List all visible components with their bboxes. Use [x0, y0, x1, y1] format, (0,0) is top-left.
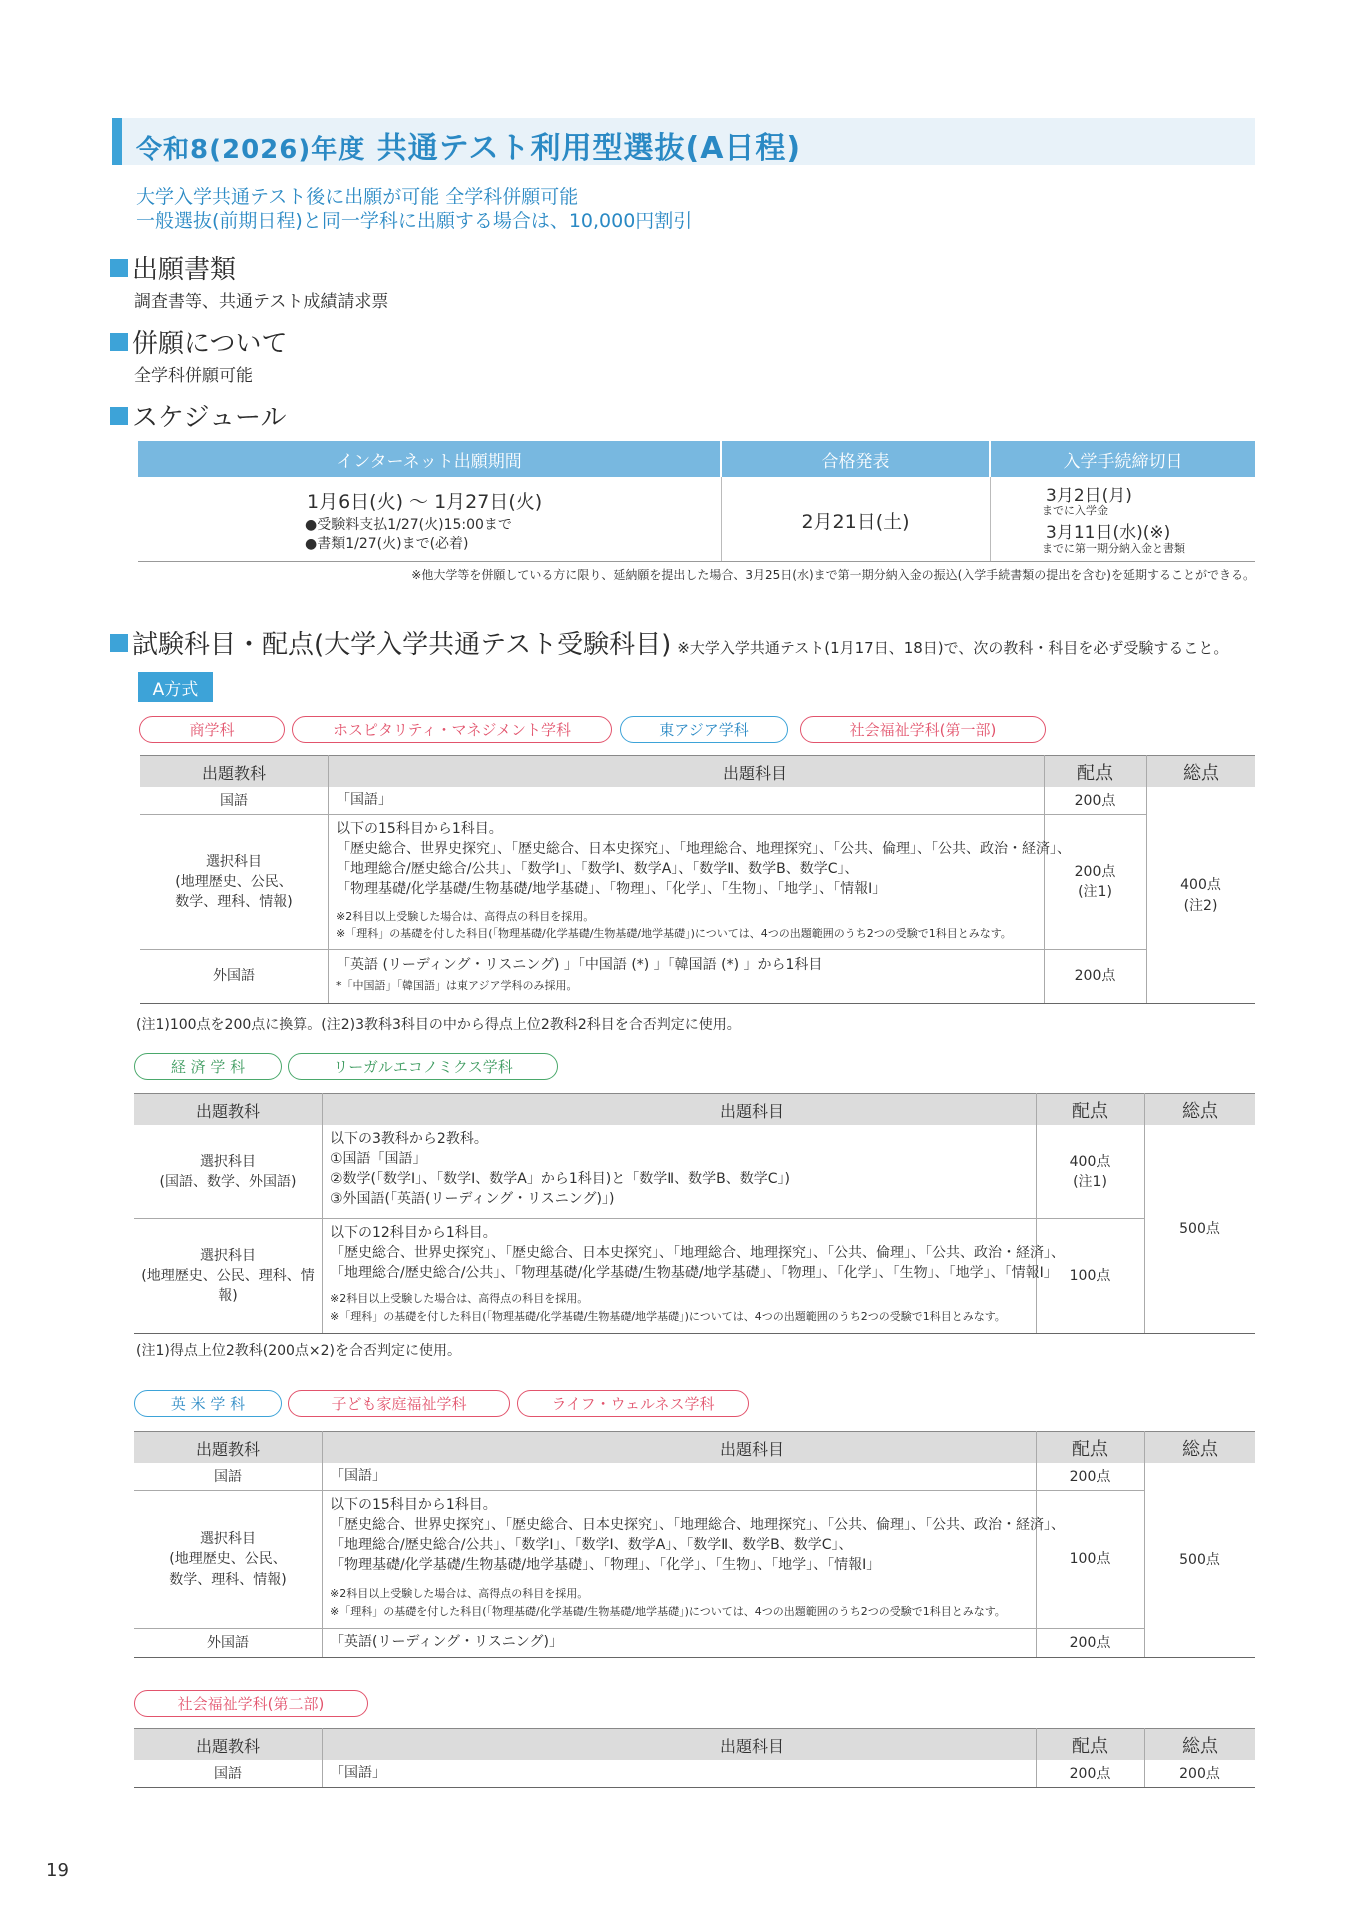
kamoku-note: ※「理科」の基礎を付した科目(「物理基礎/化学基礎/生物基礎/地学基礎」)については、4つの出題範囲のうち2つの受験で1科目とみなす。: [330, 1310, 1006, 1323]
kyoka-cell: 国語: [214, 1468, 242, 1485]
header-soten: 総点: [1182, 1736, 1218, 1757]
kyoka-cell: 選択科目 (国語、数学、外国語): [159, 1153, 297, 1190]
header-soten: 総点: [1183, 763, 1219, 784]
kamoku-line: ①国語「国語」: [330, 1151, 427, 1167]
soten-cell: 400点 (注2): [1180, 877, 1221, 914]
dept-tag: 社会福祉学科(第一部): [800, 716, 1046, 743]
deadline-1-note: までに入学金: [1042, 504, 1108, 517]
title-stripe: [112, 118, 122, 165]
dept-tag: 経 済 学 科: [134, 1053, 282, 1080]
kamoku-line: 以下の15科目から1科目。: [336, 821, 503, 837]
header-kamoku: 出題科目: [719, 1736, 784, 1756]
page-title: 令和8(2026)年度 共通テスト利用型選抜(A日程): [136, 131, 802, 166]
kamoku-line: ②数学(「数学Ⅰ」、「数学Ⅰ、数学A」から1科目)と「数学Ⅱ、数学B、数学C」): [330, 1171, 790, 1187]
divider: [990, 477, 991, 561]
kamoku-cell: 「英語(リーディング・リスニング)」: [330, 1634, 563, 1650]
period-main: 1月6日(火) 〜 1月27日(火): [307, 491, 543, 513]
section-subjects: 試験科目・配点(大学入学共通テスト受験科目) ※大学入学共通テスト(1月17日、18日)で、次の教科・科目を必ず受験すること。: [110, 624, 1228, 661]
dept-tag: 子ども家庭福祉学科: [288, 1390, 510, 1417]
table-header: [134, 1093, 1255, 1125]
table-footnote: (注1)得点上位2教科(200点×2)を合否判定に使用。: [136, 1343, 462, 1359]
schedule-header-result: 合格発表: [722, 441, 989, 477]
section-concurrent: 併願について: [110, 323, 287, 360]
deadline-2: 3月11日(水)(※): [1046, 523, 1171, 543]
header-haiten: 配点: [1072, 1101, 1108, 1122]
kamoku-line: 「歴史総合、世界史探究」、「歴史総合、日本史探究」、「地理総合、地理探究」、「公共、倫理」、「公共、政治・経済」、: [336, 841, 1071, 857]
kamoku-line: 「地理総合/歴史総合/公共」、「数学Ⅰ」、「数学Ⅰ、数学A」、「数学Ⅱ、数学B、数学C」、: [330, 1537, 853, 1553]
header-kyoka: 出題教科: [195, 1101, 260, 1121]
header-haiten: 配点: [1077, 763, 1113, 784]
haiten-cell: 100点: [1069, 1551, 1111, 1568]
lead-line-2: 一般選抜(前期日程)と同一学科に出願する場合は、10,000円割引: [136, 210, 693, 232]
kamoku-line: 「地理総合/歴史総合/公共」、「数学Ⅰ」、「数学Ⅰ、数学A」、「数学Ⅱ、数学B、数学C」、: [336, 861, 859, 877]
header-kyoka: 出題教科: [195, 1736, 260, 1756]
header-soten: 総点: [1182, 1439, 1218, 1460]
kamoku-note: ※2科目以上受験した場合は、高得点の科目を採用。: [330, 1292, 589, 1305]
table-header: [134, 1728, 1255, 1760]
lead-line-1: 大学入学共通テスト後に出願が可能 全学科併願可能: [136, 186, 579, 208]
dept-tag: 東アジア学科: [620, 716, 788, 743]
section-docs: 出願書類: [110, 249, 236, 286]
kyoka-cell: 選択科目 (地理歴史、公民、理科、情報): [141, 1247, 315, 1305]
concurrent-body: 全学科併願可能: [134, 366, 253, 386]
kamoku-line: 以下の3教科から2教科。: [330, 1131, 488, 1147]
haiten-cell: 200点: [1074, 792, 1116, 809]
deadline-1: 3月2日(月): [1046, 486, 1132, 506]
kamoku-line: 「歴史総合、世界史探究」、「歴史総合、日本史探究」、「地理総合、地理探究」、「公共、倫理」、「公共、政治・経済」、: [330, 1517, 1065, 1533]
kamoku-cell: 「国語」: [330, 1468, 386, 1484]
header-soten: 総点: [1182, 1101, 1218, 1122]
kamoku-note: ※「理科」の基礎を付した科目(「物理基礎/化学基礎/生物基礎/地学基礎」)については、4つの出題範囲のうち2つの受験で1科目とみなす。: [330, 1605, 1006, 1618]
dept-tag: ホスピタリティ・マネジメント学科: [292, 716, 612, 743]
haiten-cell: 100点: [1069, 1267, 1111, 1284]
kamoku-note: ※2科目以上受験した場合は、高得点の科目を採用。: [336, 910, 595, 923]
haiten-cell: 200点: [1069, 1765, 1111, 1782]
header-kamoku: 出題科目: [719, 1439, 784, 1459]
schedule-footnote: ※他大学等を併願している方に限り、延納願を提出した場合、3月25日(水)まで第一期分納入金の振込(入学手続書類の提出を含む)を延期することができる。: [411, 568, 1255, 582]
divider: [328, 755, 329, 1003]
kamoku-line: 「物理基礎/化学基礎/生物基礎/地学基礎」、「物理」、「化学」、「生物」、「地学」、「情報Ⅰ」: [336, 881, 887, 897]
divider: [134, 1787, 1255, 1788]
haiten-cell: 200点: [1069, 1468, 1111, 1485]
header-haiten: 配点: [1072, 1439, 1108, 1460]
divider: [322, 1431, 323, 1657]
square-bullet-icon: [110, 634, 128, 652]
soten-cell: 500点: [1179, 1552, 1220, 1569]
square-bullet-icon: [110, 259, 128, 277]
divider: [322, 1728, 323, 1787]
deadline-2-note: までに第一期分納入金と書類: [1042, 542, 1185, 555]
kamoku-line: ③外国語(「英語(リーディング・リスニング)」): [330, 1191, 615, 1207]
section-schedule: スケジュール: [110, 397, 286, 434]
kyoka-cell: 選択科目 (地理歴史、公民、 数学、理科、情報): [175, 853, 293, 911]
kamoku-note: *「中国語」「韓国語」は東アジア学科のみ採用。: [336, 979, 578, 992]
kamoku-note: ※「理科」の基礎を付した科目(「物理基礎/化学基礎/生物基礎/地学基礎」)については、4つの出題範囲のうち2つの受験で1科目とみなす。: [336, 927, 1012, 940]
dept-tag: 社会福祉学科(第二部): [134, 1690, 368, 1717]
kamoku-cell: 「英語 (リーディング・リスニング) 」「中国語 (*) 」「韓国語 (*) 」から1科目: [336, 957, 823, 973]
kyoka-cell: 外国語: [207, 1634, 249, 1651]
haiten-cell: 200点: [1074, 968, 1116, 985]
table-footnote: (注1)100点を200点に換算。(注2)3教科3科目の中から得点上位2教科2科目を合否判定に使用。: [136, 1017, 741, 1033]
header-kyoka: 出題教科: [195, 1439, 260, 1459]
title-bar: [112, 118, 1255, 165]
schedule-header-period: インターネット出願期間: [138, 441, 720, 477]
dept-tag: 商学科: [139, 716, 285, 743]
soten-cell: 500点: [1179, 1221, 1220, 1238]
kamoku-line: 以下の15科目から1科目。: [330, 1497, 497, 1513]
kamoku-note: ※2科目以上受験した場合は、高得点の科目を採用。: [330, 1587, 589, 1600]
kyoka-cell: 国語: [220, 792, 248, 809]
method-tag: A方式: [138, 672, 213, 702]
schedule-header-deadline: 入学手続締切日: [991, 441, 1255, 477]
period-docs: ●書類1/27(火)まで(必着): [305, 536, 469, 552]
docs-body: 調査書等、共通テスト成績請求票: [134, 292, 389, 312]
dept-tag: 英 米 学 科: [134, 1390, 282, 1417]
square-bullet-icon: [110, 407, 128, 425]
header-kyoka: 出題教科: [201, 763, 266, 783]
haiten-cell: 200点 (注1): [1074, 863, 1116, 900]
divider: [140, 1003, 1255, 1004]
square-bullet-icon: [110, 333, 128, 351]
page-number: 19: [46, 1860, 69, 1881]
header-kamoku: 出題科目: [719, 1101, 784, 1121]
kamoku-line: 「歴史総合、世界史探究」、「歴史総合、日本史探究」、「地理総合、地理探究」、「公共、倫理」、「公共、政治・経済」、: [330, 1245, 1065, 1261]
dept-tag: ライフ・ウェルネス学科: [517, 1390, 749, 1417]
result-date: 2月21日(土): [801, 511, 910, 533]
period-fee: ●受験料支払1/27(火)15:00まで: [305, 517, 512, 533]
kamoku-cell: 「国語」: [336, 792, 392, 808]
dept-tag: リーガルエコノミクス学科: [288, 1053, 558, 1080]
kamoku-line: 「地理総合/歴史総合/公共」、「物理基礎/化学基礎/生物基礎/地学基礎」、「物理」、「化学」、「生物」、「地学」、「情報Ⅰ」: [330, 1265, 1058, 1281]
table-header: [140, 755, 1255, 787]
divider: [134, 1657, 1255, 1658]
kamoku-line: 「物理基礎/化学基礎/生物基礎/地学基礎」、「物理」、「化学」、「生物」、「地学」、「情報Ⅰ」: [330, 1557, 881, 1573]
divider: [134, 1333, 1255, 1334]
header-kamoku: 出題科目: [722, 763, 787, 783]
haiten-cell: 400点 (注1): [1069, 1153, 1111, 1190]
kyoka-cell: 選択科目 (地理歴史、公民、 数学、理科、情報): [169, 1531, 287, 1588]
kamoku-cell: 「国語」: [330, 1765, 386, 1781]
header-haiten: 配点: [1072, 1736, 1108, 1757]
kyoka-cell: 国語: [214, 1765, 242, 1782]
divider: [322, 1093, 323, 1333]
divider: [138, 561, 1255, 562]
kamoku-line: 以下の12科目から1科目。: [330, 1225, 497, 1241]
table-header: [134, 1431, 1255, 1463]
soten-cell: 200点: [1179, 1765, 1220, 1782]
haiten-cell: 200点: [1069, 1634, 1111, 1651]
kyoka-cell: 外国語: [213, 968, 255, 985]
